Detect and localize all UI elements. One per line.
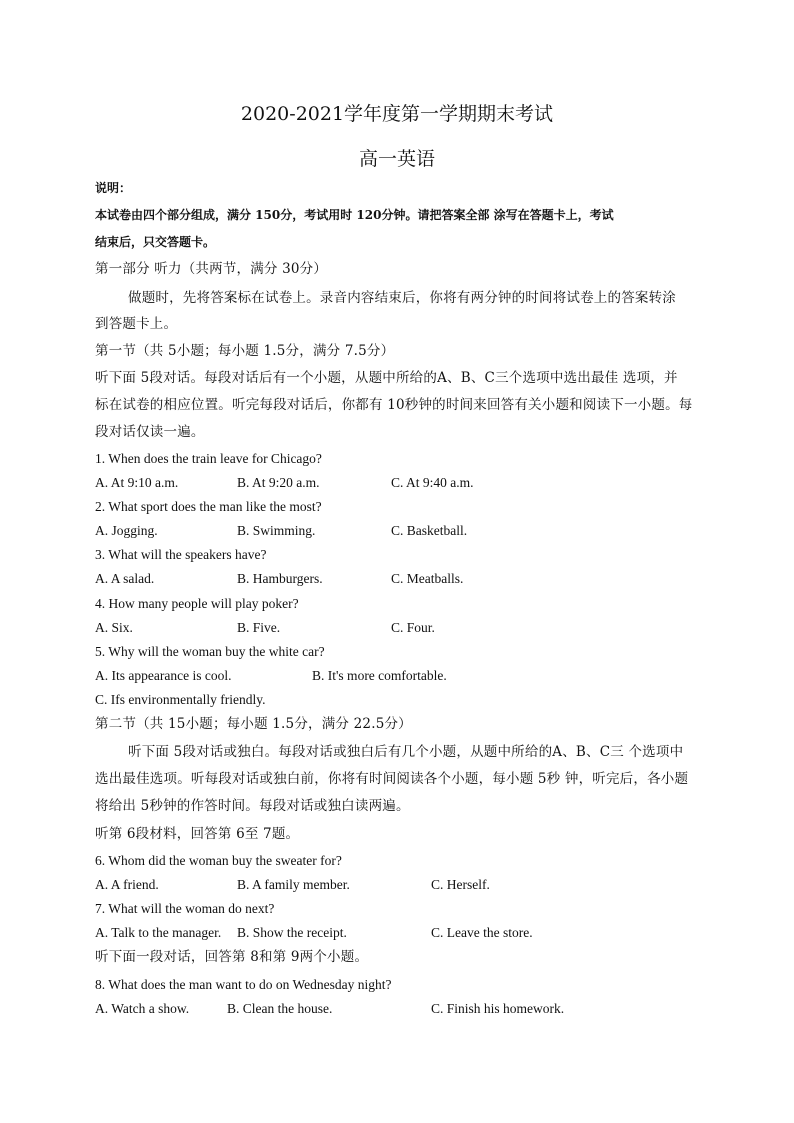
material-6-instruction: 听第 6段材料，回答第 6至 7题。 bbox=[95, 826, 300, 842]
notes-line-2: 结束后，只交答题卡。 bbox=[95, 235, 216, 249]
q3-option-a: A. A salad. bbox=[95, 571, 155, 586]
q2-option-b: B. Swimming. bbox=[237, 523, 316, 538]
q7-option-a: A. Talk to the manager. bbox=[95, 925, 222, 940]
section1-desc-2: 标在试卷的相应位置。听完每段对话后，你都有 10秒钟的时间来回答有关小题和阅读下一小题。每 bbox=[95, 397, 693, 413]
part1-intro-2: 到答题卡上。 bbox=[95, 316, 178, 332]
q5-option-b: B. It's more comfortable. bbox=[312, 668, 447, 683]
question-5: 5. Why will the woman buy the white car? bbox=[95, 644, 325, 659]
q8-option-c: C. Finish his homework. bbox=[431, 1001, 565, 1016]
section2-desc-3: 将给出 5秒钟的作答时间。每段对话或独白读两遍。 bbox=[95, 798, 410, 814]
q3-option-b: B. Hamburgers. bbox=[237, 571, 323, 586]
q3-option-c: C. Meatballs. bbox=[391, 571, 464, 586]
material-8-instruction: 听下面一段对话，回答第 8和第 9两个小题。 bbox=[95, 949, 369, 965]
section2-heading: 第二节（共 15小题；每小题 1.5分，满分 22.5分） bbox=[95, 716, 412, 732]
part1-heading: 第一部分 听力（共两节，满分 30分） bbox=[95, 261, 328, 277]
question-4: 4. How many people will play poker? bbox=[95, 596, 299, 611]
q5-option-c: C. Ifs environmentally friendly. bbox=[95, 692, 266, 707]
section2-desc-2: 选出最佳选项。听每段对话或独白前，你将有时间阅读各个小题，每小题 5秒 钟，听完后，各小题 bbox=[95, 771, 689, 787]
q4-option-a: A. Six. bbox=[95, 620, 133, 635]
part1-intro-1: 做题时，先将答案标在试卷上。录音内容结束后，你将有两分钟的时间将试卷上的答案转涂 bbox=[128, 290, 676, 306]
q7-option-b: B. Show the receipt. bbox=[237, 925, 347, 940]
q1-option-c: C. At 9:40 a.m. bbox=[391, 475, 474, 490]
question-8: 8. What does the man want to do on Wednesday night? bbox=[95, 977, 392, 992]
q6-option-a: A. A friend. bbox=[95, 877, 159, 892]
question-7: 7. What will the woman do next? bbox=[95, 901, 275, 916]
exam-subject: 高一英语 bbox=[358, 148, 435, 170]
q1-option-a: A. At 9:10 a.m. bbox=[95, 475, 179, 490]
notes-line-1: 本试卷由四个部分组成，满分 150分，考试用时 120分钟。请把答案全部 涂写在答题卡上，考试 bbox=[95, 208, 614, 222]
section1-heading: 第一节（共 5小题；每小题 1.5分，满分 7.5分） bbox=[95, 343, 395, 359]
q8-option-a: A. Watch a show. bbox=[95, 1001, 190, 1016]
q5-option-a: A. Its appearance is cool. bbox=[95, 668, 232, 683]
question-1: 1. When does the train leave for Chicago? bbox=[95, 451, 322, 466]
question-2: 2. What sport does the man like the most? bbox=[95, 499, 322, 514]
q6-option-c: C. Herself. bbox=[431, 877, 490, 892]
section2-desc-1: 听下面 5段对话或独白。每段对话或独白后有几个小题，从题中所给的A、B、C三 个选项中 bbox=[128, 744, 684, 760]
q4-option-b: B. Five. bbox=[237, 620, 281, 635]
q6-option-b: B. A family member. bbox=[237, 877, 350, 892]
section1-desc-3: 段对话仅读一遍。 bbox=[95, 424, 205, 440]
section1-desc-1: 听下面 5段对话。每段对话后有一个小题，从题中所给的A、B、C三个选项中选出最佳 选项，并 bbox=[95, 370, 678, 386]
q4-option-c: C. Four. bbox=[391, 620, 435, 635]
q7-option-c: C. Leave the store. bbox=[431, 925, 533, 940]
q2-option-a: A. Jogging. bbox=[95, 523, 158, 538]
question-3: 3. What will the speakers have? bbox=[95, 547, 267, 562]
question-6: 6. Whom did the woman buy the sweater for? bbox=[95, 853, 342, 868]
exam-title: 2020-2021学年度第一学期期末考试 bbox=[240, 103, 554, 125]
q8-option-b: B. Clean the house. bbox=[227, 1001, 333, 1016]
q1-option-b: B. At 9:20 a.m. bbox=[237, 475, 320, 490]
notes-label: 说明： bbox=[95, 181, 132, 195]
q2-option-c: C. Basketball. bbox=[391, 523, 468, 538]
